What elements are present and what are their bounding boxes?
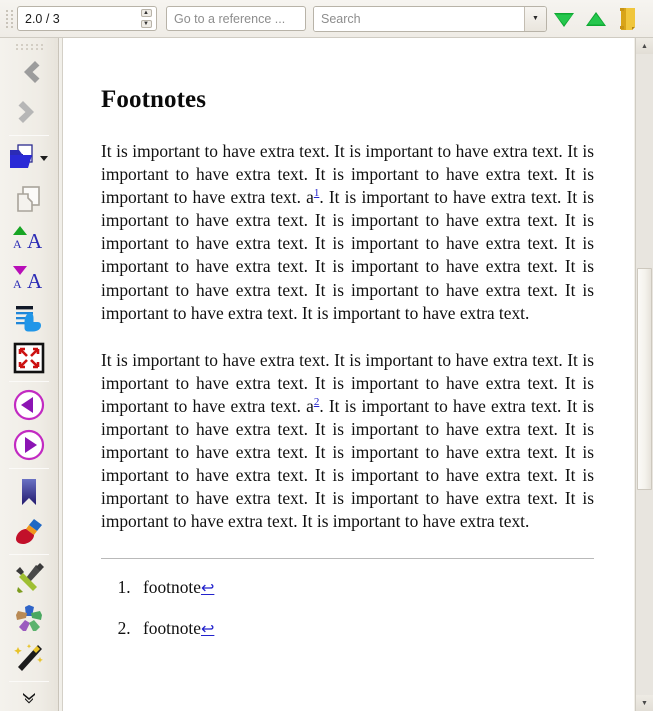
sidebar-item-previous-page[interactable]	[7, 385, 51, 425]
font-increase-icon	[10, 221, 48, 255]
triangle-up-icon: ▲	[641, 42, 648, 50]
left-icon-toolbar	[0, 38, 59, 711]
sidebar-item-copy[interactable]	[7, 179, 51, 219]
sidebar-divider-3	[9, 468, 49, 469]
double-chevron-down-icon	[20, 691, 38, 705]
sidebar-item-back[interactable]	[7, 52, 51, 92]
page-spinner	[139, 9, 153, 28]
sidebar-divider-4	[9, 554, 49, 555]
toolbar-drag-grip[interactable]	[3, 8, 15, 30]
list-item	[135, 618, 594, 639]
page-spinner-up[interactable]	[141, 9, 152, 17]
triangle-down-icon: ▼	[641, 699, 648, 707]
footnote-2-text: footnote	[143, 617, 201, 638]
footnote-2-backlink[interactable]: ↩	[200, 620, 215, 638]
sidebar-divider-2	[9, 381, 49, 382]
triangle-down-green-icon	[552, 9, 576, 29]
sidebar-item-increase-font[interactable]	[7, 218, 51, 258]
sidebar-item-next-page[interactable]	[7, 425, 51, 465]
open-folder-icon	[7, 142, 51, 176]
chevron-left-icon	[12, 55, 46, 89]
scroll-down-button[interactable]	[636, 695, 653, 711]
svg-text:A: A	[13, 277, 22, 292]
scrollbar-thumb[interactable]	[637, 268, 652, 490]
chevron-right-icon	[12, 95, 46, 129]
paragraph-2-text-after: . It is important to have extra text. It is important to have extra text. It is important to have extra text. It is important to have extra text. It is important to have extra text. It is important to have extra text. It is important to have extra text. It is important to have extra text. It is important to have extra text. It is important to have extra text. It is important to have extra text.	[101, 395, 594, 532]
sidebar-overflow-button[interactable]	[7, 685, 51, 711]
svg-text:A: A	[27, 269, 43, 294]
vertical-scrollbar[interactable]	[635, 38, 653, 711]
scroll-icon	[616, 5, 640, 33]
sidebar-item-fit-page[interactable]	[7, 338, 51, 378]
sidebar-item-effects[interactable]	[7, 638, 51, 678]
tools-wrench-screwdriver-icon	[12, 561, 46, 595]
find-next-button[interactable]	[549, 4, 579, 34]
sidebar-item-bookmark[interactable]	[7, 472, 51, 512]
paragraph-1	[101, 140, 594, 325]
font-decrease-icon	[10, 261, 48, 295]
sidebar-item-forward[interactable]	[7, 92, 51, 132]
search-history-dropdown[interactable]	[524, 7, 546, 31]
prev-page-circle-icon	[12, 388, 46, 422]
fit-expand-icon	[12, 341, 46, 375]
sidebar-divider-1	[9, 135, 49, 136]
document-viewport[interactable]	[60, 38, 635, 711]
scroll-up-button[interactable]	[636, 38, 653, 54]
page-spinner-down[interactable]	[141, 20, 152, 28]
sidebar-item-open[interactable]	[7, 139, 51, 179]
select-text-hand-icon	[12, 301, 46, 335]
paintbrush-icon	[12, 515, 46, 549]
paragraph-2	[101, 349, 594, 534]
paragraph-1-text-before: It is important to have extra text. It is important to have extra text. It is important to have extra text. It is important to have extra text. It is important to have extra text. a	[101, 141, 594, 208]
search-input[interactable]	[314, 7, 524, 31]
sidebar-item-select-text[interactable]	[7, 298, 51, 338]
search-placeholder: Search	[321, 11, 361, 26]
chevron-down-icon: ▼	[532, 15, 539, 22]
bookmarks-button[interactable]	[613, 4, 643, 34]
document-content	[63, 38, 634, 669]
page-number-input[interactable]	[17, 6, 157, 31]
bookmark-icon	[12, 475, 46, 509]
page-number-value: 2.0 / 3	[25, 11, 60, 26]
magic-wand-icon	[12, 641, 46, 675]
triangle-down-icon: ▼	[143, 21, 149, 27]
paragraph-2-text-before: It is important to have extra text. It is important to have extra text. It is important to have extra text. It is important to have extra text. It is important to have extra text. a	[101, 349, 594, 416]
copy-pages-icon	[12, 182, 46, 216]
footnote-1-text: footnote	[143, 576, 201, 597]
sidebar-divider-5	[9, 681, 49, 682]
svg-text:A: A	[13, 237, 22, 252]
next-page-circle-icon	[12, 428, 46, 462]
footnotes-divider	[101, 558, 594, 559]
footnote-1-backlink[interactable]: ↩	[200, 579, 215, 597]
search-combobox[interactable]	[313, 6, 547, 32]
paragraph-1-text-after: . It is important to have extra text. It is important to have extra text. It is important to have extra text. It is important to have extra text. It is important to have extra text. It is important to have extra text. It is important to have extra text. It is important to have extra text. It is important to have extra text. It is important to have extra text. It is important to have extra text.	[101, 187, 594, 323]
reference-placeholder: Go to a reference ...	[174, 11, 286, 26]
sidebar-item-plugins[interactable]	[7, 598, 51, 638]
sidebar-drag-grip[interactable]	[12, 43, 46, 52]
sidebar-item-tools[interactable]	[7, 558, 51, 598]
svg-text:A: A	[27, 229, 43, 254]
footnote-ref-1-link[interactable]: 1	[313, 187, 320, 200]
triangle-up-green-icon	[584, 9, 608, 29]
reference-input[interactable]	[166, 6, 306, 31]
sidebar-item-highlight[interactable]	[7, 512, 51, 552]
footnotes-list	[101, 577, 594, 639]
page-title: Footnotes	[101, 86, 207, 113]
page-number-spinbox[interactable]	[17, 6, 157, 31]
document-page	[62, 38, 634, 711]
footnote-ref-2-link[interactable]: 2	[313, 396, 320, 409]
find-previous-button[interactable]	[581, 4, 611, 34]
pinwheel-plugins-icon	[12, 601, 46, 635]
top-toolbar	[0, 0, 653, 38]
sidebar-item-decrease-font[interactable]	[7, 258, 51, 298]
triangle-up-icon: ▲	[143, 10, 149, 16]
list-item	[135, 577, 594, 598]
